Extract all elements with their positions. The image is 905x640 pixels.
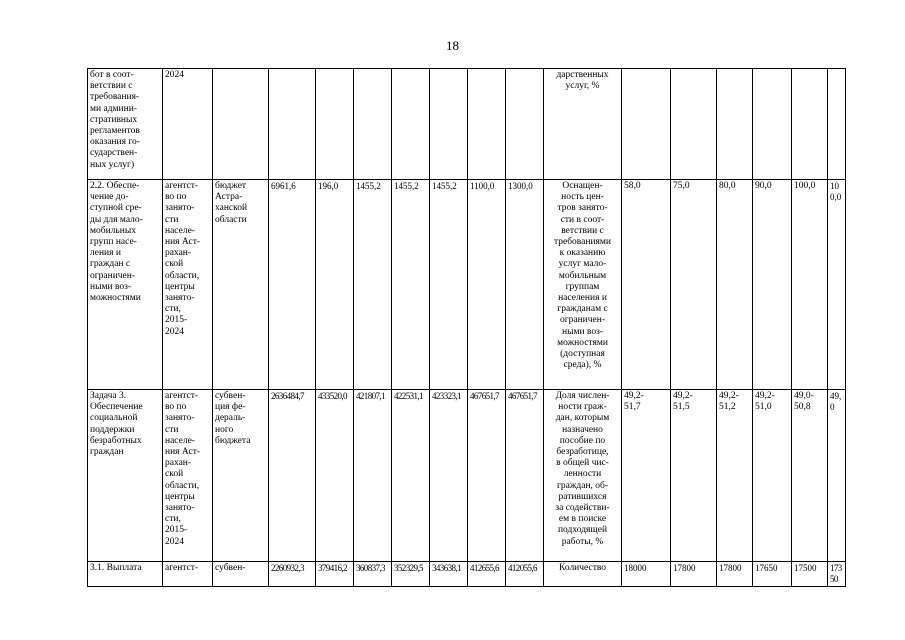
target-cell: 100,0 <box>828 180 846 390</box>
amount-year-cell: 421807,1 <box>354 390 392 562</box>
target-cell: 17800 <box>671 562 717 587</box>
amount-year-cell: 433520,0 <box>316 390 354 562</box>
amount-year-cell: 467651,7 <box>506 390 544 562</box>
target-cell <box>671 69 717 180</box>
amount-year-cell: 412655,6 <box>468 562 506 587</box>
indicator-cell: Количество <box>544 562 622 587</box>
funding-source-cell: субвен- ция фе- дераль- ного бюджета <box>213 390 269 562</box>
activity-cell: Задача 3. Обеспечение социальной поддержки безработных граждан <box>88 390 163 562</box>
amount-year-cell: 423323,1 <box>430 390 468 562</box>
amount-year-cell: 1455,2 <box>392 180 430 390</box>
funding-source-cell: бюджет Астра- ханской области <box>213 180 269 390</box>
executor-cell: агентст- во по занято- сти населе- ния Аст- рахан- ской области, центры занято- сти, 2015- 2024 <box>163 180 213 390</box>
amount-total-cell <box>269 69 316 180</box>
amount-year-cell: 379416,2 <box>316 562 354 587</box>
amount-year-cell: 343638,1 <box>430 562 468 587</box>
target-cell: 100,0 <box>792 180 828 390</box>
target-cell: 49,0 <box>828 390 846 562</box>
target-cell: 17500 <box>792 562 828 587</box>
funding-source-cell: субвен- <box>213 562 269 587</box>
target-cell: 17800 <box>717 562 753 587</box>
activity-cell: 2.2. Обеспе- чение до- ступной сре- ды для мало- мобильных групп насе- ления и граждан с ограничен- ными воз- можностями <box>88 180 163 390</box>
amount-year-cell: 1455,2 <box>354 180 392 390</box>
target-cell: 49,2- 51,0 <box>753 390 792 562</box>
indicator-cell: дарственных услуг, % <box>544 69 622 180</box>
table-row <box>88 69 846 180</box>
amount-year-cell <box>506 69 544 180</box>
amount-year-cell: 467651,7 <box>468 390 506 562</box>
amount-year-cell: 360837,3 <box>354 562 392 587</box>
amount-year-cell <box>468 69 506 180</box>
executor-cell: 2024 <box>163 69 213 180</box>
target-cell: 18000 <box>622 562 671 587</box>
target-cell <box>753 69 792 180</box>
amount-total-cell: 2260932,3 <box>269 562 316 587</box>
amount-total-cell: 6961,6 <box>269 180 316 390</box>
target-cell <box>792 69 828 180</box>
table-row <box>88 562 846 587</box>
table-row <box>88 390 846 562</box>
indicator-cell: Доля числен- ности граж- дан, которым назначено пособие по безработице, в общей чис- ленности граждан, об- ратившихся за содействи- ем в поиске подходящей работы, % <box>544 390 622 562</box>
program-table <box>87 68 846 587</box>
target-cell: 49,2- 51,7 <box>622 390 671 562</box>
amount-year-cell: 1455,2 <box>430 180 468 390</box>
table-row <box>88 180 846 390</box>
target-cell: 49,2- 51,5 <box>671 390 717 562</box>
target-cell: 75,0 <box>671 180 717 390</box>
amount-total-cell: 2636484,7 <box>269 390 316 562</box>
amount-year-cell: 1100,0 <box>468 180 506 390</box>
amount-year-cell: 196,0 <box>316 180 354 390</box>
page-number: 18 <box>446 38 459 53</box>
target-cell: 49,0- 50,8 <box>792 390 828 562</box>
funding-source-cell <box>213 69 269 180</box>
amount-year-cell <box>316 69 354 180</box>
target-cell: 80,0 <box>717 180 753 390</box>
executor-cell: агентст- <box>163 562 213 587</box>
activity-cell: 3.1. Выплата <box>88 562 163 587</box>
amount-year-cell <box>430 69 468 180</box>
amount-year-cell: 422531,1 <box>392 390 430 562</box>
target-cell: 90,0 <box>753 180 792 390</box>
target-cell: 17350 <box>828 562 846 587</box>
target-cell: 49,2- 51,2 <box>717 390 753 562</box>
amount-year-cell <box>354 69 392 180</box>
target-cell: 58,0 <box>622 180 671 390</box>
amount-year-cell <box>392 69 430 180</box>
target-cell <box>717 69 753 180</box>
amount-year-cell: 352329,5 <box>392 562 430 587</box>
amount-year-cell: 1300,0 <box>506 180 544 390</box>
target-cell <box>622 69 671 180</box>
activity-cell: бот в соот- ветствии с требования- ми админи- стративных регламентов оказания го- сударствен- ных услуг) <box>88 69 163 180</box>
executor-cell: агентст- во по занято- сти населе- ния Аст- рахан- ской области, центры занято- сти, 2015- 2024 <box>163 390 213 562</box>
target-cell: 17650 <box>753 562 792 587</box>
target-cell <box>828 69 846 180</box>
amount-year-cell: 412055,6 <box>506 562 544 587</box>
indicator-cell: Оснащен- ность цен- тров занято- сти в соот- ветствии с требованиями к оказанию услуг мало- мобильным группам населения и гражданам с ограничен- ными воз- можностями (доступная среда), % <box>544 180 622 390</box>
